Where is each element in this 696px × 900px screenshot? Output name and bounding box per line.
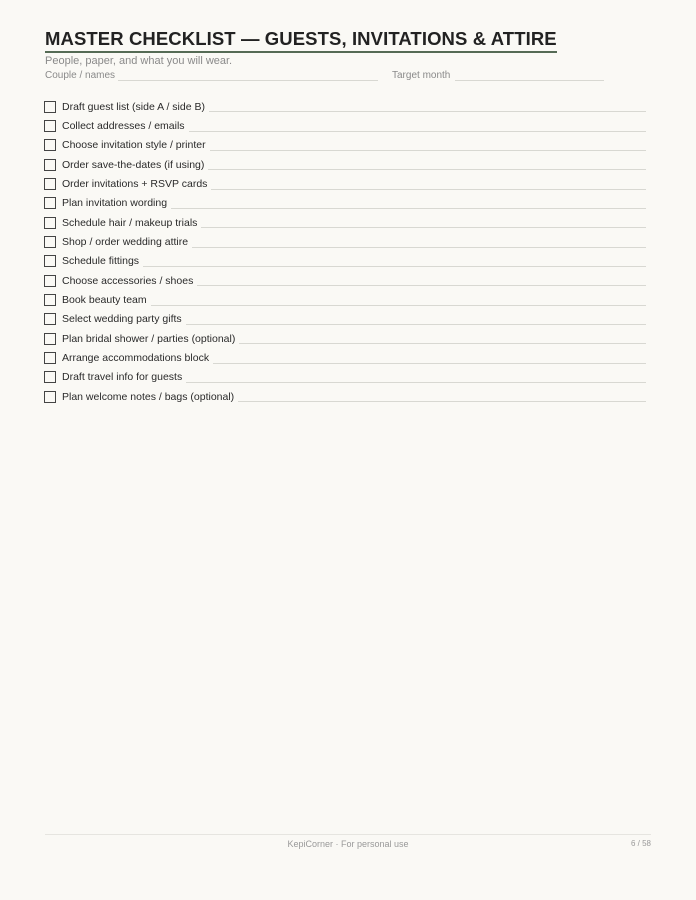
note-line[interactable] [201, 227, 646, 228]
checkbox[interactable] [44, 333, 56, 345]
checklist-item-label: Schedule fittings [62, 255, 140, 268]
target-month-label: Target month [392, 70, 451, 81]
footer-brand: KepiCorner · For personal use [287, 839, 409, 849]
checkbox[interactable] [44, 101, 56, 113]
checklist-item [44, 329, 646, 348]
checklist-item-label: Shop / order wedding attire [62, 236, 189, 249]
checkbox[interactable] [44, 275, 56, 287]
note-line[interactable] [211, 189, 646, 190]
checklist-item-label: Book beauty team [62, 294, 147, 307]
checklist-item-label: Plan bridal shower / parties (optional) [62, 332, 236, 345]
checklist-item-label: Draft travel info for guests [62, 371, 183, 384]
note-line[interactable] [197, 285, 646, 286]
checkbox[interactable] [44, 217, 56, 229]
checklist-item [44, 194, 646, 213]
checklist-item-label: Choose accessories / shoes [62, 274, 194, 287]
note-line[interactable] [213, 363, 646, 364]
checklist-item-label: Plan welcome notes / bags (optional) [62, 390, 235, 403]
checklist-item-label: Arrange accommodations block [62, 352, 210, 365]
checkbox[interactable] [44, 159, 56, 171]
checklist-item-label: Select wedding party gifts [62, 313, 182, 326]
checklist-item [44, 310, 646, 329]
checklist-item [44, 252, 646, 271]
note-line[interactable] [238, 401, 646, 402]
note-line[interactable] [186, 382, 646, 383]
checklist-item [44, 116, 646, 135]
checklist-item-label: Order save-the-dates (if using) [62, 158, 205, 171]
checklist-item [44, 174, 646, 193]
note-line[interactable] [186, 324, 646, 325]
checklist [44, 97, 646, 407]
checklist-item-label: Draft guest list (side A / side B) [62, 100, 205, 113]
page-title: MASTER CHECKLIST — GUESTS, INVITATIONS & ATTIRE [45, 28, 557, 53]
checklist-item [44, 290, 646, 309]
checkbox[interactable] [44, 255, 56, 267]
checklist-item-label: Order invitations + RSVP cards [62, 178, 208, 191]
checklist-item [44, 155, 646, 174]
checkbox[interactable] [44, 120, 56, 132]
note-line[interactable] [151, 305, 646, 306]
footer-divider [45, 834, 651, 835]
checklist-item-label: Plan invitation wording [62, 197, 168, 210]
note-line[interactable] [192, 247, 646, 248]
checklist-item [44, 368, 646, 387]
checklist-item [44, 97, 646, 116]
note-line[interactable] [208, 169, 646, 170]
checkbox[interactable] [44, 197, 56, 209]
checkbox[interactable] [44, 352, 56, 364]
checklist-item [44, 136, 646, 155]
target-month-field[interactable] [455, 80, 604, 81]
checkbox[interactable] [44, 391, 56, 403]
page-subtitle: People, paper, and what you will wear. [45, 55, 233, 67]
checkbox[interactable] [44, 139, 56, 151]
note-line[interactable] [209, 111, 646, 112]
checklist-item [44, 348, 646, 367]
checklist-item [44, 271, 646, 290]
note-line[interactable] [239, 343, 646, 344]
page-number: 6 / 58 [630, 839, 651, 848]
meta-row [45, 70, 605, 84]
checklist-item [44, 387, 646, 406]
checkbox[interactable] [44, 236, 56, 248]
note-line[interactable] [210, 150, 646, 151]
checklist-item [44, 232, 646, 251]
note-line[interactable] [171, 208, 646, 209]
checklist-item-label: Collect addresses / emails [62, 120, 185, 133]
note-line[interactable] [189, 131, 646, 132]
checklist-item-label: Schedule hair / makeup trials [62, 216, 198, 229]
checklist-item-label: Choose invitation style / printer [62, 139, 206, 152]
checkbox[interactable] [44, 313, 56, 325]
checkbox[interactable] [44, 371, 56, 383]
note-line[interactable] [143, 266, 646, 267]
checklist-item [44, 213, 646, 232]
couple-name-field[interactable] [118, 80, 378, 81]
checkbox[interactable] [44, 178, 56, 190]
checkbox[interactable] [44, 294, 56, 306]
couple-label: Couple / names [45, 70, 116, 81]
